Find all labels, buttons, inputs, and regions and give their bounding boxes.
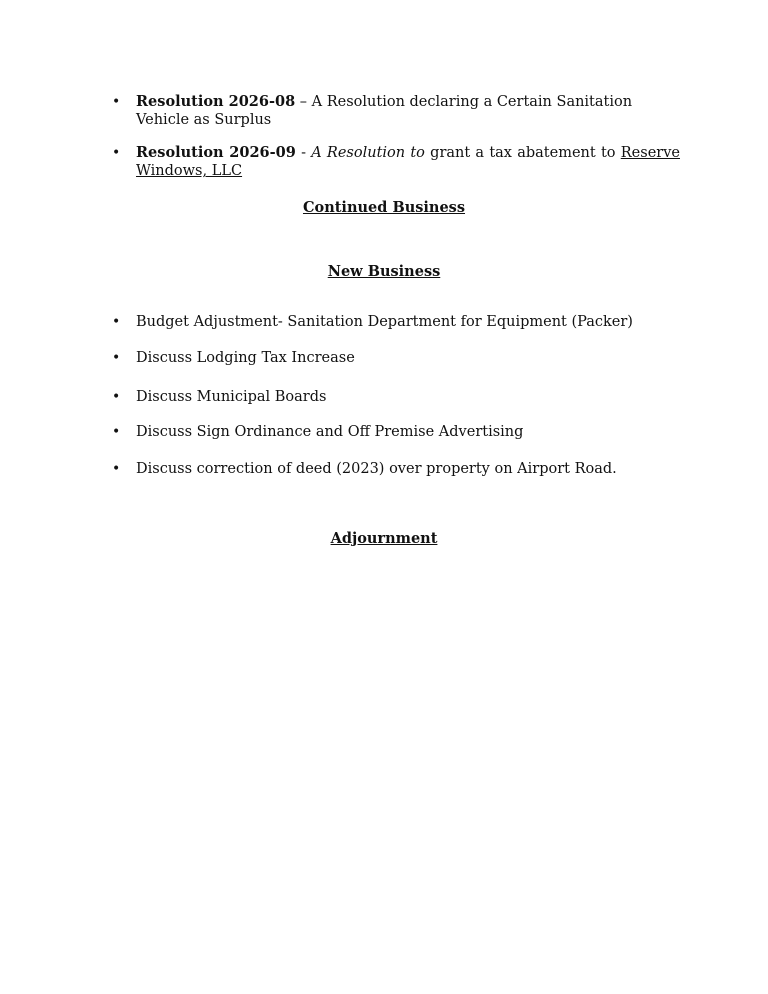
resolution-number: Resolution 2026-09 [136, 144, 296, 161]
bullet-icon: • [112, 461, 121, 477]
resolution-description: A Resolution declaring a Certain Sanitation Vehicle as Surplus [136, 94, 633, 128]
list-item [112, 460, 680, 478]
continued-business-heading: Continued Business [302, 199, 466, 216]
resolution-description-italic: A Resolution to [311, 145, 425, 161]
bullet-icon: • [112, 145, 121, 161]
bullet-icon: • [112, 424, 121, 440]
adjournment-heading: Adjournment [330, 530, 438, 547]
resolution-separator: - [295, 145, 312, 161]
bullet-icon: • [112, 94, 121, 110]
list-item-text: Discuss correction of deed (2023) over property on Airport Road. [136, 461, 617, 477]
bullet-icon: • [112, 350, 121, 366]
list-item-text: Budget Adjustment- Sanitation Department for Equipment (Packer) [136, 314, 633, 330]
resolution-item [112, 144, 680, 180]
list-item [112, 313, 680, 331]
resolution-text [136, 93, 680, 129]
list-item-text: Discuss Lodging Tax Increase [136, 350, 355, 366]
resolution-number: Resolution 2026-08 [136, 93, 296, 110]
list-item-text: Discuss Sign Ordinance and Off Premise Advertising [136, 424, 524, 440]
resolution-item [112, 93, 680, 129]
resolution-separator: – [295, 94, 312, 110]
bullet-icon: • [112, 314, 121, 330]
list-item-text: Discuss Municipal Boards [136, 389, 327, 405]
resolution-text [136, 144, 680, 180]
resolution-description: grant a tax abatement to [424, 145, 621, 161]
resolution-company: Reserve Windows, LLC [136, 145, 680, 179]
list-item [112, 423, 680, 441]
bullet-icon: • [112, 389, 121, 405]
list-item [112, 388, 680, 406]
list-item [112, 349, 680, 367]
new-business-heading: New Business [327, 263, 441, 280]
